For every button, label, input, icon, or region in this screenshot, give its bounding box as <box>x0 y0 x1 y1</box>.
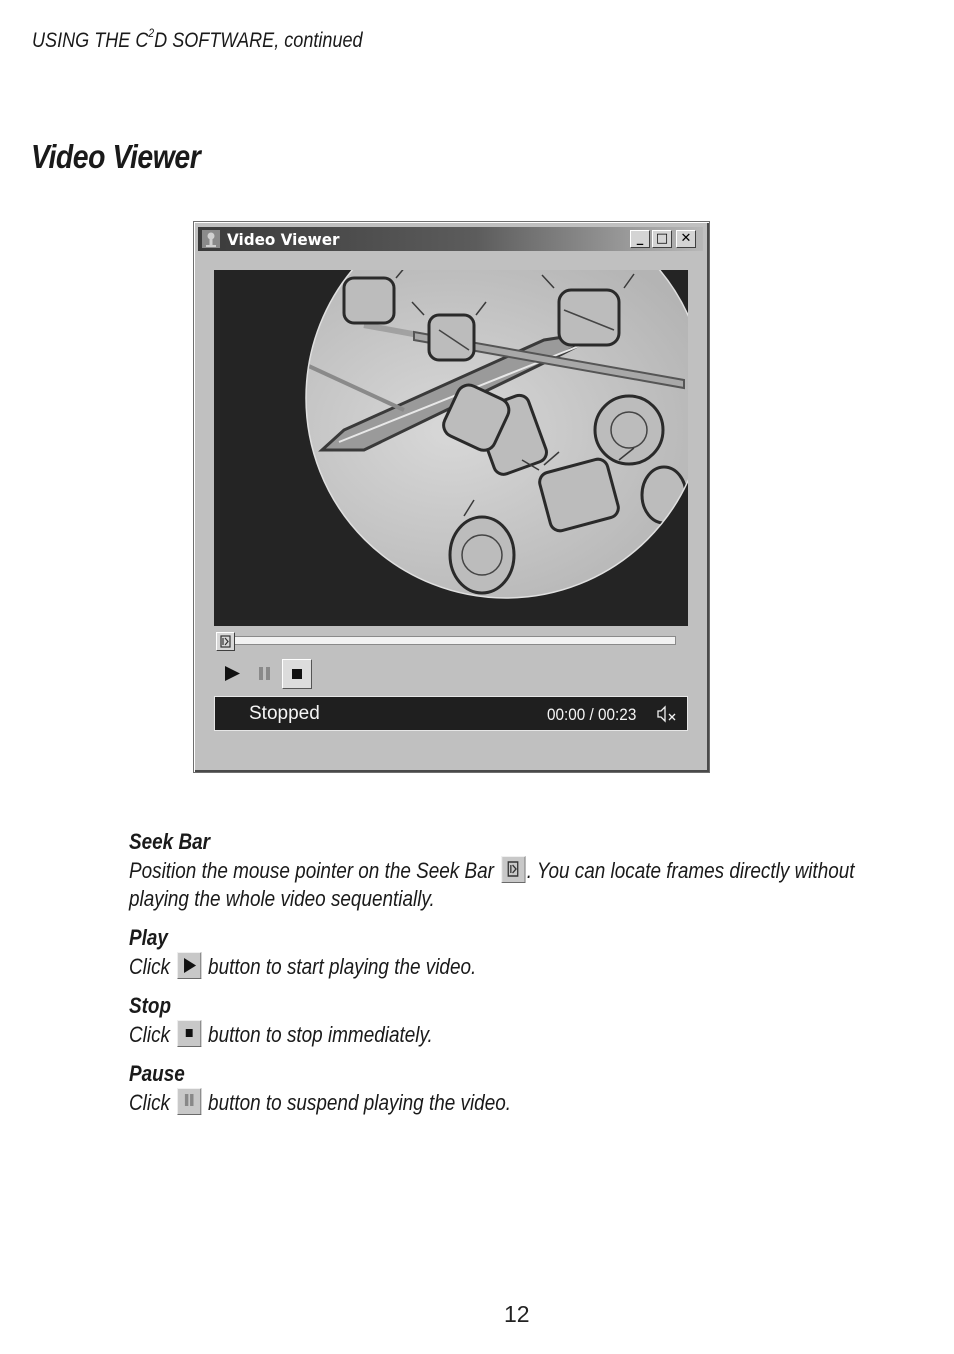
seek-thumb[interactable] <box>216 632 235 651</box>
seek-thumb-icon <box>217 633 234 650</box>
section-body-line2: playing the whole video sequentially. <box>129 886 435 911</box>
close-button[interactable]: ✕ <box>676 230 696 248</box>
section-heading: Stop <box>129 993 172 1018</box>
window-title: Video Viewer <box>227 230 340 249</box>
stop-icon <box>177 1020 201 1047</box>
stop-icon <box>283 660 311 688</box>
video-viewer-window <box>193 221 710 773</box>
section-body: Position the mouse pointer on the Seek Bar . You can locate frames directly without <box>129 858 855 883</box>
pause-icon <box>250 659 280 689</box>
section-body: Click button to stop immediately. <box>129 1022 433 1047</box>
seek-bar[interactable] <box>216 636 676 645</box>
play-icon <box>177 952 201 979</box>
stop-button[interactable] <box>282 659 312 689</box>
section-stop <box>129 992 433 1049</box>
section-heading: Seek Bar <box>129 829 211 854</box>
section-seek-bar <box>129 828 855 913</box>
running-header: USING THE $C^2D$ SOFTWARE, continued <box>32 26 363 52</box>
microscope-image <box>214 270 688 626</box>
section-pause <box>129 1060 511 1117</box>
title-bar[interactable] <box>198 227 703 251</box>
time-readout: 00:00 / 00:23 <box>547 705 637 724</box>
section-play <box>129 924 476 981</box>
play-icon <box>218 659 248 689</box>
pause-button[interactable] <box>250 659 280 689</box>
status-bar <box>214 696 688 731</box>
section-heading: Play <box>129 925 168 950</box>
page-title: Video Viewer <box>31 138 201 175</box>
minimize-button[interactable]: _ <box>630 230 650 248</box>
mute-icon[interactable] <box>656 705 680 723</box>
pause-icon <box>177 1088 201 1115</box>
maximize-button[interactable]: □ <box>652 230 672 248</box>
video-display <box>214 270 688 626</box>
play-button[interactable] <box>218 659 248 689</box>
app-icon <box>202 230 220 248</box>
section-body: Click button to start playing the video. <box>129 954 477 979</box>
seek-thumb-icon <box>501 856 525 883</box>
section-body: Click button to suspend playing the video. <box>129 1090 512 1115</box>
section-heading: Pause <box>129 1061 185 1086</box>
page-number: 12 <box>504 1301 530 1327</box>
status-text: Stopped <box>249 703 320 724</box>
